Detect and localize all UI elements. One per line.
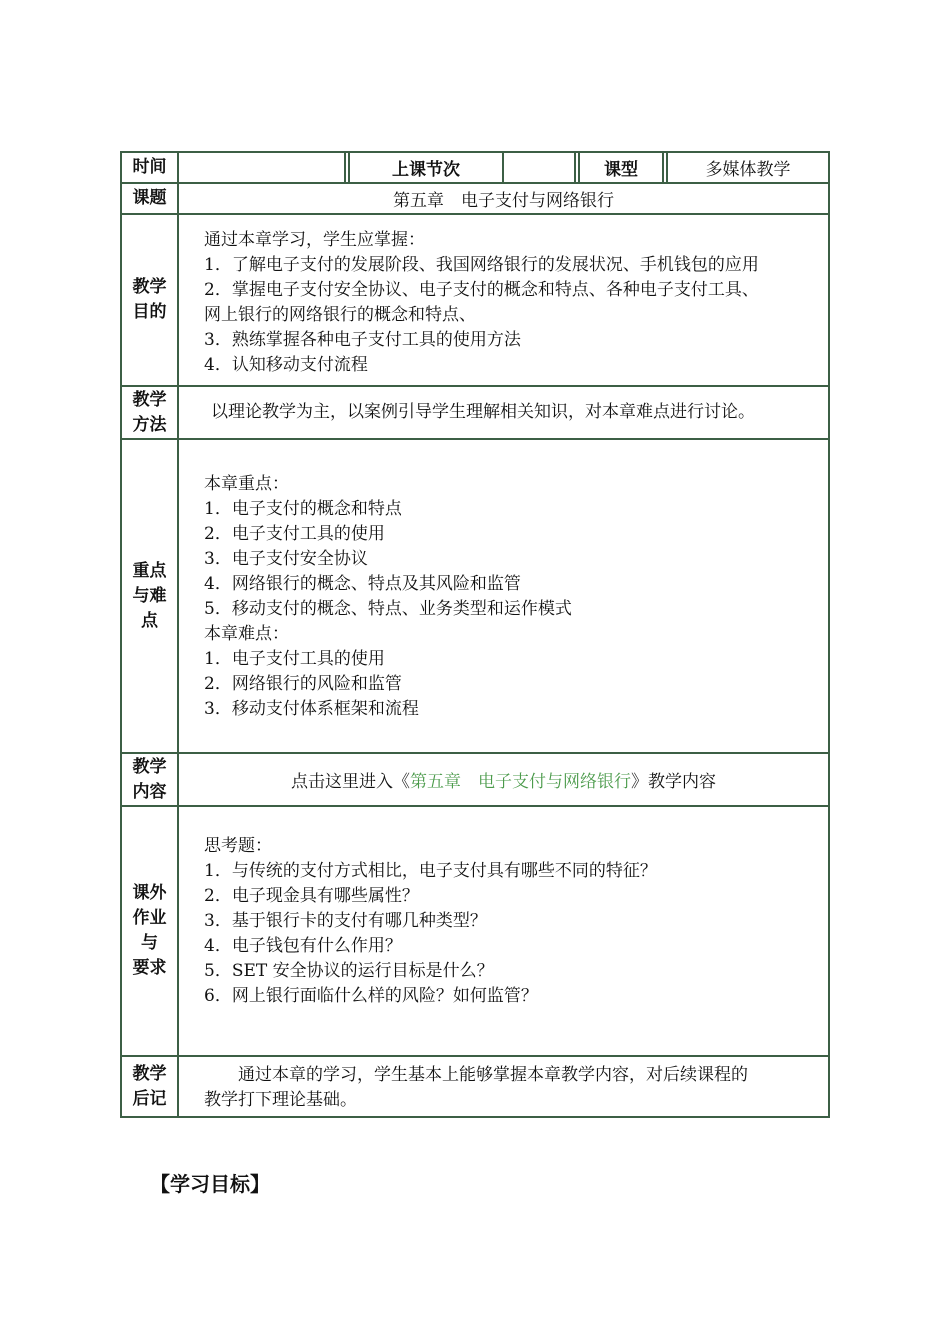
notes-content [179, 1057, 828, 1116]
key-points-line: 4．网络银行的概念、特点及其风险和监管 [204, 574, 521, 594]
method-label: 教学 方法 [122, 387, 179, 438]
method-text: 以理论教学为主，以案例引导学生理解相关知识，对本章难点进行讨论。 [211, 402, 755, 422]
content-label: 教学 内容 [122, 754, 179, 805]
topic-value: 第五章 电子支付与网络银行 [393, 191, 614, 211]
method-row [122, 387, 828, 440]
objectives-line: 2．掌握电子支付安全协议、电子支付的概念和特点、各种电子支付工具、 [204, 280, 759, 300]
homework-line: 1．与传统的支付方式相比，电子支付具有哪些不同的特征？ [204, 861, 657, 881]
key-points-content [179, 440, 828, 752]
key-points-line: 2．电子支付工具的使用 [204, 524, 385, 544]
key-points-line: 本章难点： [204, 624, 289, 644]
objectives-label: 教学 目的 [122, 215, 179, 385]
homework-row [122, 807, 828, 1057]
key-points-row [122, 440, 828, 754]
topic-label: 课题 [122, 184, 179, 213]
objectives-content [179, 215, 828, 385]
homework-line: 2．电子现金具有哪些属性？ [204, 886, 419, 906]
topic-row [122, 184, 828, 215]
key-points-line: 3．电子支付安全协议 [204, 549, 368, 569]
notes-line: 通过本章的学习，学生基本上能够掌握本章教学内容，对后续课程的 [204, 1065, 748, 1085]
time-value [179, 153, 344, 182]
objectives-line: 4．认知移动支付流程 [204, 355, 368, 375]
content-suffix: 》教学内容 [631, 772, 716, 792]
homework-line: 4．电子钱包有什么作用？ [204, 936, 402, 956]
homework-label: 课外 作业 与 要求 [122, 807, 179, 1055]
homework-content [179, 807, 828, 1055]
chapter-link[interactable]: 第五章 电子支付与网络银行 [410, 772, 631, 792]
notes-label: 教学 后记 [122, 1057, 179, 1116]
content-row [122, 754, 828, 807]
key-points-line: 1．电子支付工具的使用 [204, 649, 385, 669]
notes-line: 教学打下理论基础。 [204, 1090, 357, 1110]
content-prefix: 点击这里进入《 [291, 772, 410, 792]
objectives-line: 网上银行的网络银行的概念和特点、 [204, 305, 476, 325]
key-points-line: 2．网络银行的风险和监管 [204, 674, 402, 694]
objectives-line: 1．了解电子支付的发展阶段、我国网络银行的发展状况、手机钱包的应用 [204, 255, 759, 275]
section-heading: 【学习目标】 [150, 1172, 270, 1196]
content-link-cell [179, 754, 828, 805]
key-points-line: 3．移动支付体系框架和流程 [204, 699, 419, 719]
objectives-line: 3．熟练掌握各种电子支付工具的使用方法 [204, 330, 521, 350]
type-label: 课型 [604, 160, 638, 180]
notes-row [122, 1057, 828, 1116]
objectives-line: 通过本章学习，学生应掌握： [204, 230, 425, 250]
key-points-label: 重点 与难 点 [122, 440, 179, 752]
type-value: 多媒体教学 [705, 160, 791, 180]
key-points-line: 1．电子支付的概念和特点 [204, 499, 402, 519]
lesson-plan-table [120, 151, 830, 1118]
objectives-row [122, 215, 828, 387]
key-points-line: 5．移动支付的概念、特点、业务类型和运作模式 [204, 599, 572, 619]
period-value [504, 153, 574, 182]
method-content [179, 387, 828, 438]
header-row [122, 153, 828, 184]
period-label: 上课节次 [392, 160, 460, 180]
key-points-line: 本章重点： [204, 474, 289, 494]
time-label: 时间 [122, 153, 179, 182]
homework-line: 6．网上银行面临什么样的风险？如何监管？ [204, 986, 538, 1006]
homework-line: 思考题： [204, 836, 272, 856]
homework-line: 3．基于银行卡的支付有哪几种类型？ [204, 911, 487, 931]
homework-line: 5．SET 安全协议的运行目标是什么？ [204, 961, 494, 981]
